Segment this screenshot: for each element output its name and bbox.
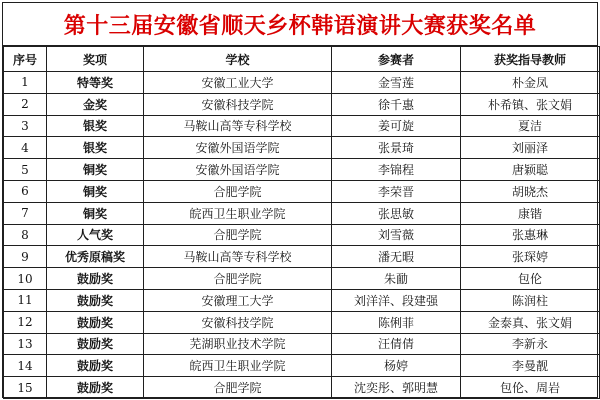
cell-teacher: 康锴 [461, 202, 600, 224]
cell-no: 14 [4, 355, 47, 377]
cell-teacher: 金泰真、张文娟 [461, 311, 600, 333]
cell-participant: 杨婷 [332, 355, 461, 377]
cell-participant: 潘无暇 [332, 246, 461, 268]
cell-school: 安徽科技学院 [144, 93, 332, 115]
cell-teacher: 夏洁 [461, 115, 600, 137]
table-row [4, 159, 600, 181]
cell-no: 1 [4, 72, 47, 94]
cell-no: 13 [4, 333, 47, 355]
cell-participant: 姜可旋 [332, 115, 461, 137]
cell-no: 8 [4, 224, 47, 246]
cell-teacher: 包伦 [461, 268, 600, 290]
cell-participant: 徐千惠 [332, 93, 461, 115]
cell-school: 马鞍山高等专科学校 [144, 115, 332, 137]
table-row [4, 289, 600, 311]
cell-school: 芜湖职业技术学院 [144, 333, 332, 355]
cell-award: 特等奖 [47, 72, 144, 94]
cell-teacher: 李新永 [461, 333, 600, 355]
cell-participant: 李荣晋 [332, 180, 461, 202]
cell-no: 7 [4, 202, 47, 224]
cell-no: 4 [4, 137, 47, 159]
cell-award: 人气奖 [47, 224, 144, 246]
cell-award: 优秀原稿奖 [47, 246, 144, 268]
cell-teacher: 李曼靓 [461, 355, 600, 377]
header-teacher: 获奖指导教师 [461, 47, 600, 72]
cell-teacher: 陈润柱 [461, 289, 600, 311]
cell-teacher: 胡晓杰 [461, 180, 600, 202]
cell-award: 鼓励奖 [47, 333, 144, 355]
cell-award: 鼓励奖 [47, 377, 144, 399]
cell-no: 15 [4, 377, 47, 399]
table-row [4, 202, 600, 224]
table-row [4, 224, 600, 246]
cell-teacher: 包伦、周岩 [461, 377, 600, 399]
table-row [4, 377, 600, 399]
cell-participant: 刘雪薇 [332, 224, 461, 246]
cell-participant: 沈奕彤、郭明慧 [332, 377, 461, 399]
cell-no: 9 [4, 246, 47, 268]
table-body [4, 72, 600, 399]
cell-school: 马鞍山高等专科学校 [144, 246, 332, 268]
table-row [4, 333, 600, 355]
cell-school: 合肥学院 [144, 224, 332, 246]
table-row [4, 137, 600, 159]
cell-no: 3 [4, 115, 47, 137]
cell-teacher: 张惠琳 [461, 224, 600, 246]
table-row [4, 311, 600, 333]
cell-award: 金奖 [47, 93, 144, 115]
cell-award: 银奖 [47, 137, 144, 159]
header-participant: 参赛者 [332, 47, 461, 72]
cell-no: 10 [4, 268, 47, 290]
cell-participant: 张思敏 [332, 202, 461, 224]
cell-no: 11 [4, 289, 47, 311]
cell-award: 铜奖 [47, 180, 144, 202]
cell-school: 安徽外国语学院 [144, 137, 332, 159]
cell-award: 银奖 [47, 115, 144, 137]
cell-school: 安徽理工大学 [144, 289, 332, 311]
cell-award: 鼓励奖 [47, 355, 144, 377]
cell-participant: 金雪莲 [332, 72, 461, 94]
cell-school: 皖西卫生职业学院 [144, 355, 332, 377]
table-row [4, 72, 600, 94]
cell-participant: 张景琦 [332, 137, 461, 159]
cell-school: 安徽科技学院 [144, 311, 332, 333]
table-row [4, 115, 600, 137]
cell-award: 鼓励奖 [47, 268, 144, 290]
header-no: 序号 [4, 47, 47, 72]
cell-school: 合肥学院 [144, 180, 332, 202]
table-row [4, 355, 600, 377]
cell-participant: 李锦程 [332, 159, 461, 181]
cell-participant: 汪倩倩 [332, 333, 461, 355]
table-row [4, 246, 600, 268]
header-award: 奖项 [47, 47, 144, 72]
cell-school: 安徽工业大学 [144, 72, 332, 94]
cell-award: 鼓励奖 [47, 311, 144, 333]
cell-no: 2 [4, 93, 47, 115]
cell-participant: 刘洋洋、段建强 [332, 289, 461, 311]
table-row [4, 268, 600, 290]
table-row [4, 180, 600, 202]
cell-teacher: 朴金凤 [461, 72, 600, 94]
cell-teacher: 朴希镇、张文娟 [461, 93, 600, 115]
table-header-row [4, 47, 600, 72]
cell-no: 5 [4, 159, 47, 181]
cell-teacher: 唐颖聪 [461, 159, 600, 181]
cell-no: 12 [4, 311, 47, 333]
cell-school: 合肥学院 [144, 377, 332, 399]
cell-participant: 陈俐菲 [332, 311, 461, 333]
page-title: 第十三届安徽省顺天乡杯韩语演讲大赛获奖名单 [3, 3, 597, 46]
cell-teacher: 刘丽泽 [461, 137, 600, 159]
cell-award: 鼓励奖 [47, 289, 144, 311]
cell-teacher: 张琛婷 [461, 246, 600, 268]
cell-award: 铜奖 [47, 159, 144, 181]
award-list-document [2, 2, 598, 398]
cell-school: 安徽外国语学院 [144, 159, 332, 181]
awards-table [3, 46, 600, 399]
cell-no: 6 [4, 180, 47, 202]
table-row [4, 93, 600, 115]
header-school: 学校 [144, 47, 332, 72]
cell-participant: 朱勔 [332, 268, 461, 290]
cell-school: 合肥学院 [144, 268, 332, 290]
cell-award: 铜奖 [47, 202, 144, 224]
cell-school: 皖西卫生职业学院 [144, 202, 332, 224]
